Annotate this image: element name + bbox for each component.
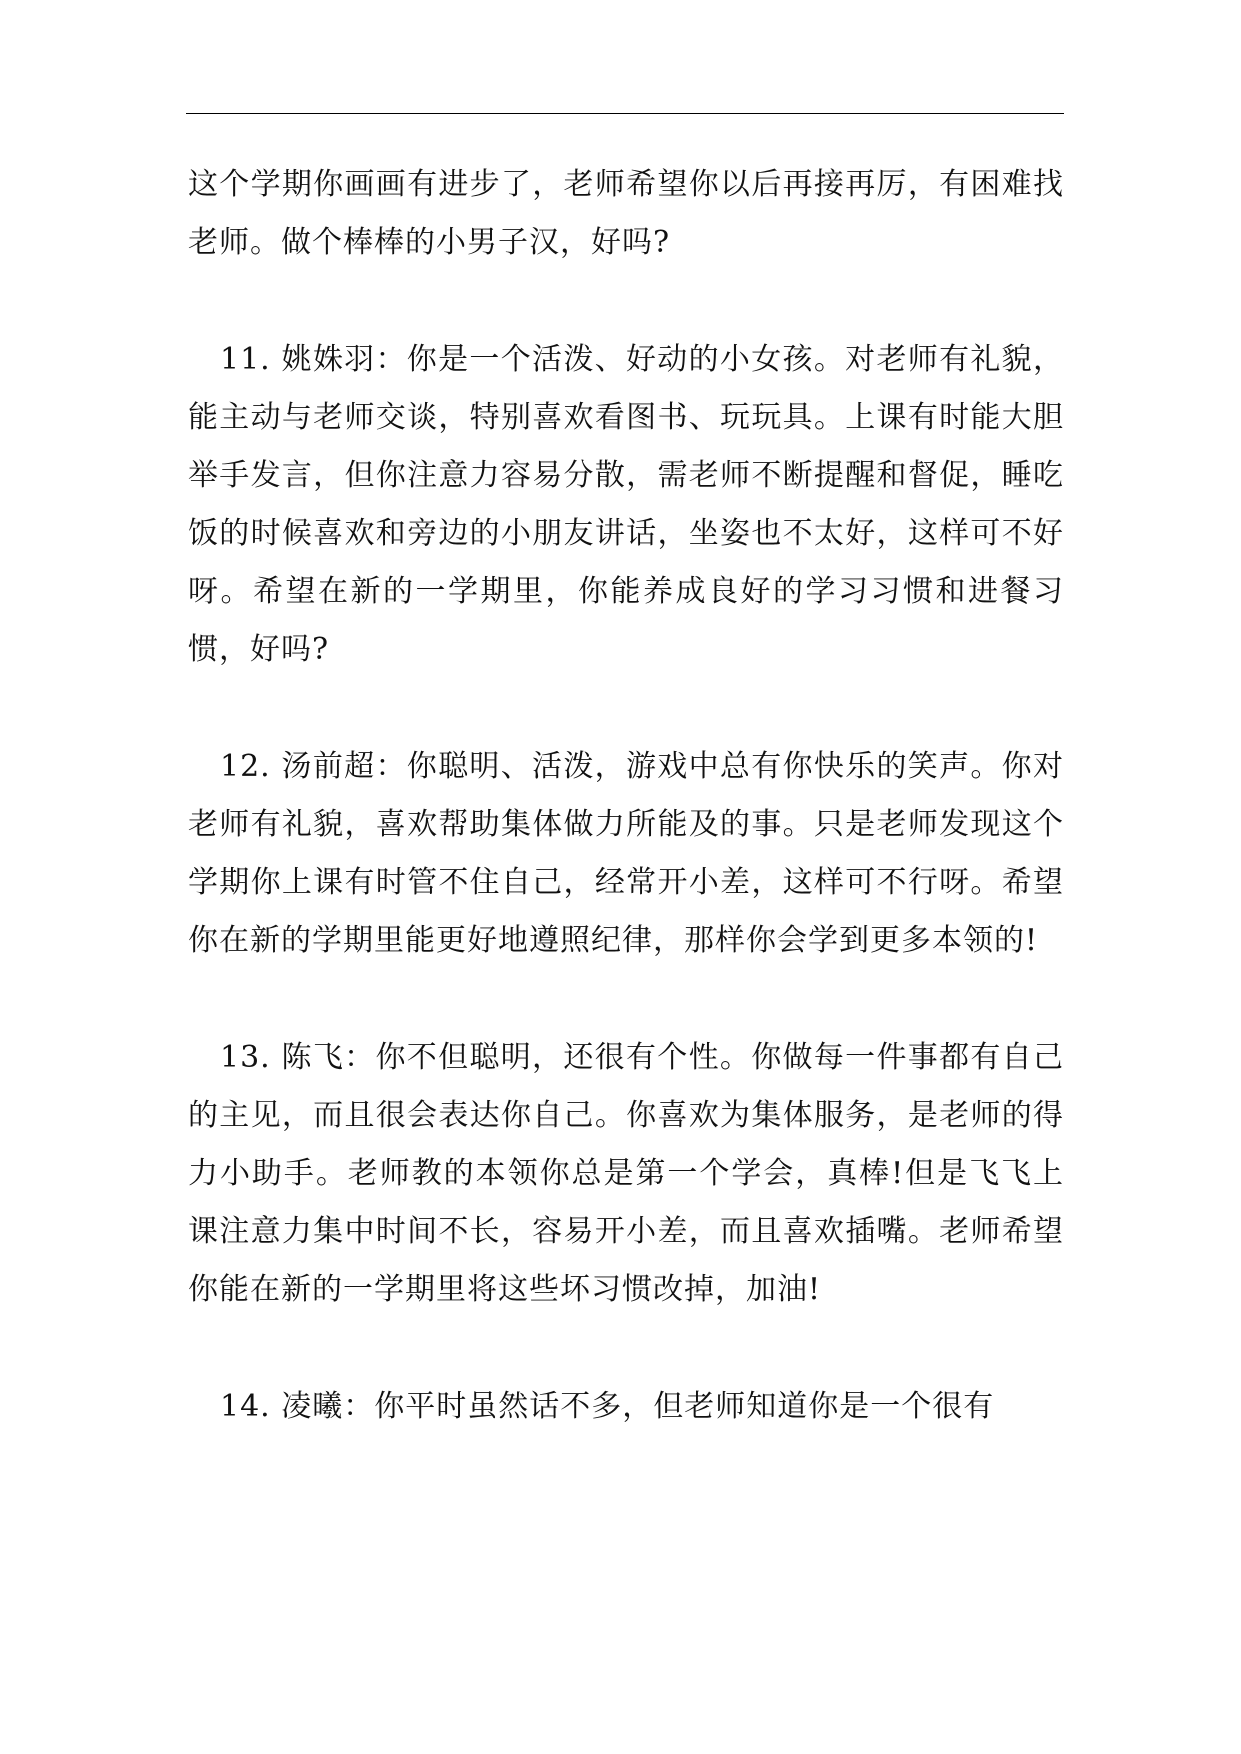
paragraph-comment-11: 11. 姚姝羽：你是一个活泼、好动的小女孩。对老师有礼貌，能主动与老师交谈，特别喜欢看图书、玩玩具。上课有时能大胆举手发言，但你注意力容易分散，需老师不断提醒和督促，睡吃饭的时候喜欢和旁边的小朋友讲话，坐姿也不太好，这样可不好呀。希望在新的一学期里，你能养成良好的学习习惯和进餐习惯，好吗? [188, 342, 1064, 667]
header-rule [186, 113, 1064, 114]
document-body [188, 156, 1064, 1436]
paragraph-continued: 这个学期你画画有进步了，老师希望你以后再接再厉，有困难找老师。做个棒棒的小男子汉，好吗? [188, 167, 1064, 260]
paragraph-comment-13: 13. 陈飞：你不但聪明，还很有个性。你做每一件事都有自己的主见，而且很会表达你自己。你喜欢为集体服务，是老师的得力小助手。老师教的本领你总是第一个学会，真棒!但是飞飞上课注意力集中时间不长，容易开小差，而且喜欢插嘴。老师希望你能在新的一学期里将这些坏习惯改掉，加油! [188, 1040, 1064, 1307]
paragraph-comment-14: 14. 凌曦：你平时虽然话不多，但老师知道你是一个很有 [220, 1389, 995, 1424]
paragraph-comment-12: 12. 汤前超：你聪明、活泼，游戏中总有你快乐的笑声。你对老师有礼貌，喜欢帮助集体做力所能及的事。只是老师发现这个学期你上课有时管不住自己，经常开小差，这样可不行呀。希望你在新的学期里能更好地遵照纪律，那样你会学到更多本领的! [188, 749, 1064, 958]
